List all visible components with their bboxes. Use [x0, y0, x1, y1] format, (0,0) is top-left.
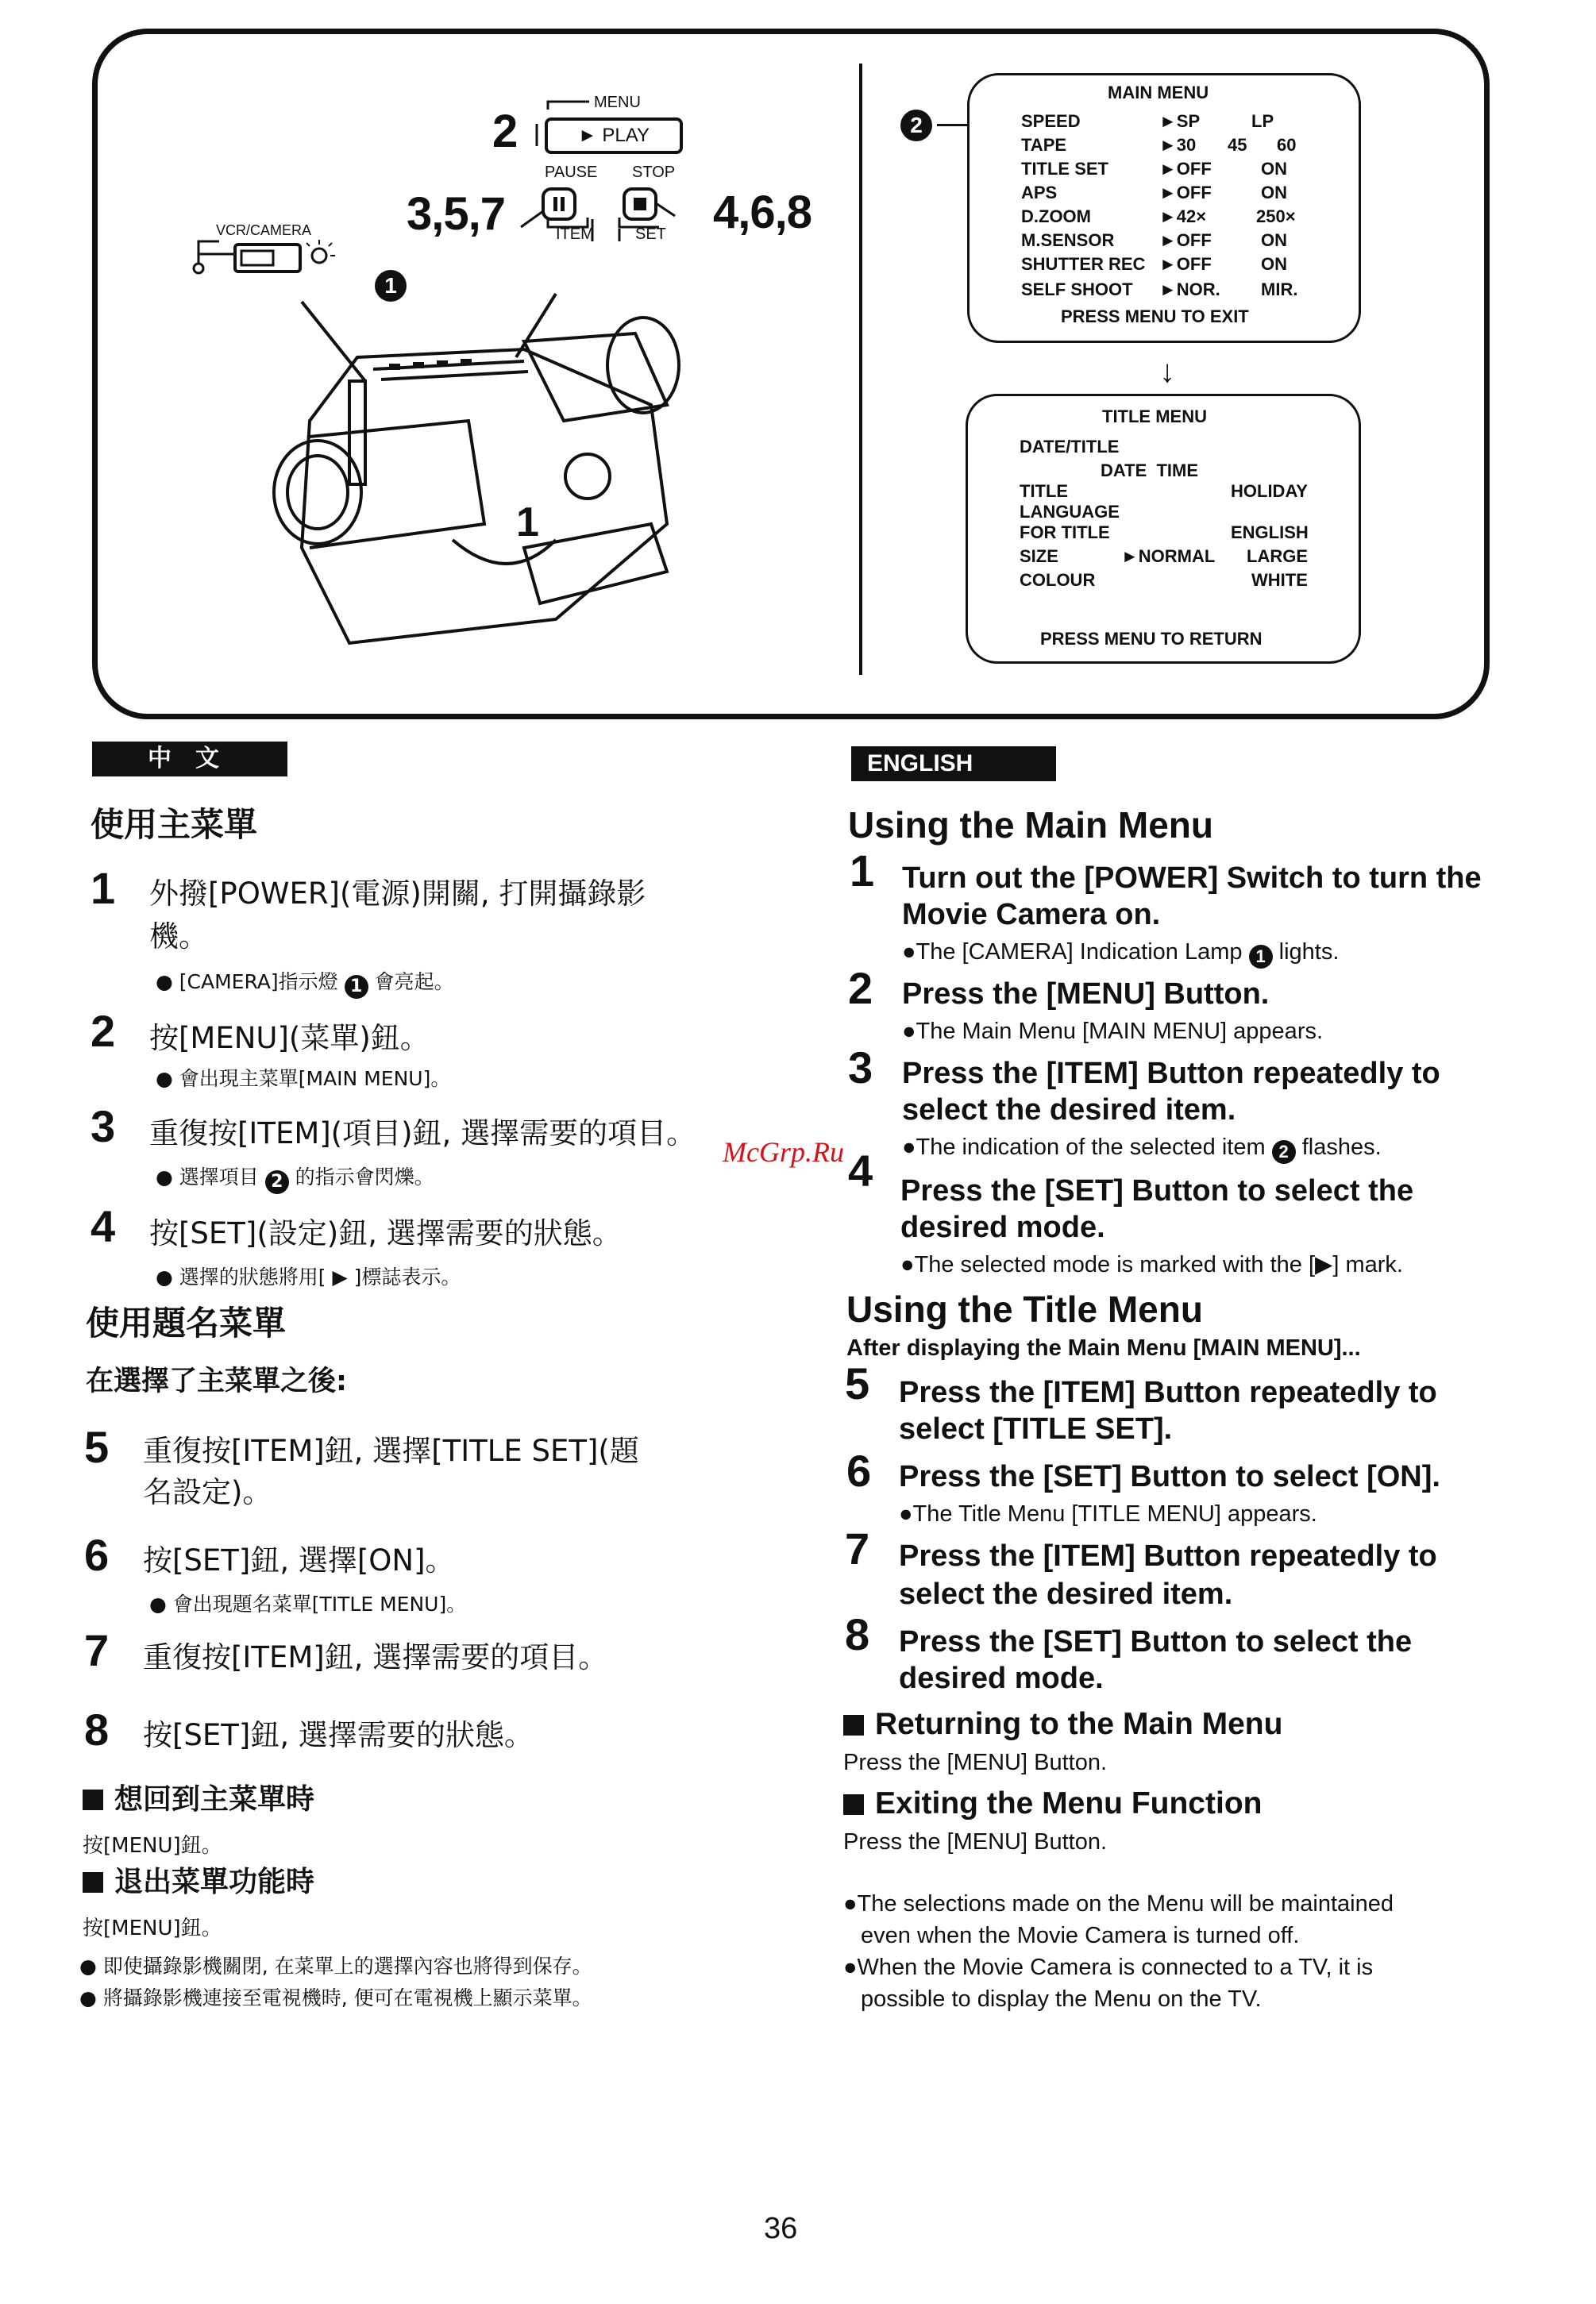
en-note-tail: flashes. [1301, 1135, 1382, 1160]
en-return-heading [843, 1707, 1282, 1742]
en-footnote-1b: even when the Movie Camera is turned off. [861, 1923, 1300, 1948]
zh-step-number: 6 [84, 1530, 110, 1580]
zh-step-text: 按[SET]鈕, 選擇[ON]。 [143, 1543, 455, 1578]
stop-label: STOP [632, 164, 676, 181]
zh-step-text: 重復按[ITEM]鈕, 選擇[TITLE SET](題 [143, 1434, 639, 1468]
menu-row-label: SHUTTER REC [1021, 254, 1146, 274]
menu-row-label: M.SENSOR [1021, 230, 1115, 250]
en-footnote-1a: ●The selections made on the Menu will be maintained [843, 1891, 1394, 1917]
zh-step-note: ● 選擇的狀態將用[ ▶ ]標誌表示。 [156, 1266, 461, 1289]
item-label: ITEM [556, 225, 594, 243]
en-step-number: 4 [848, 1146, 873, 1196]
en-step-note: ●The Title Menu [TITLE MENU] appears. [899, 1501, 1317, 1527]
menu-row-option: ON [1261, 183, 1287, 202]
en-step-line: select the desired item. [902, 1093, 1236, 1127]
zh-return-heading-text: 想回到主菜單時 [114, 1783, 315, 1816]
zh-heading-title-menu: 使用題名菜單 [86, 1304, 287, 1343]
zh-step-text: 按[SET](設定)鈕, 選擇需要的狀態。 [149, 1216, 622, 1250]
menu-row-label: TITLE SET [1021, 159, 1108, 179]
menu-row-label: SPEED [1021, 111, 1081, 131]
square-bullet-icon [83, 1872, 103, 1893]
vcr-camera-switch-icon [187, 222, 346, 286]
title-menu-size: SIZE [1020, 546, 1058, 566]
zh-step-note: ● 會出現主菜單[MAIN MENU]。 [156, 1067, 451, 1090]
title-menu-colour: COLOUR [1020, 570, 1096, 590]
zh-step-text: 按[MENU](菜單)鈕。 [149, 1021, 430, 1055]
zh-step-number: 8 [84, 1705, 110, 1755]
en-step-number: 8 [845, 1609, 870, 1659]
en-step-note [902, 1132, 1382, 1164]
zh-step-number: 5 [84, 1422, 110, 1472]
page-number: 36 [764, 2212, 798, 2245]
en-step-number: 1 [850, 846, 875, 896]
menu-row-selected: ►NOR. [1159, 279, 1220, 299]
zh-exit-heading [83, 1859, 314, 1900]
en-step-line: Movie Camera on. [902, 898, 1161, 931]
zh-return-heading [83, 1777, 314, 1817]
watermark: McGrp.Ru [723, 1136, 844, 1168]
camcorder-illustration [222, 286, 731, 667]
menu-row-selected: ►OFF [1159, 159, 1212, 179]
title-menu-title-value: HOLIDAY [1231, 481, 1308, 501]
en-step-line: select the desired item. [899, 1578, 1233, 1611]
zh-step-text: 名設定)。 [143, 1475, 272, 1509]
lamp-marker: 1 [375, 270, 407, 302]
zh-step-note: ● 會出現題名菜單[TITLE MENU]。 [149, 1593, 467, 1616]
en-step-note: ●The Main Menu [MAIN MENU] appears. [902, 1019, 1324, 1044]
menu-row-label: SELF SHOOT [1021, 279, 1133, 299]
menu-row-option: LP [1251, 111, 1274, 131]
zh-step-number: 2 [91, 1006, 116, 1056]
en-footnote-2b: possible to display the Menu on the TV. [861, 1986, 1262, 2012]
zh-footnote-2: ● 將攝錄影機連接至電視機時, 便可在電視機上顯示菜單。 [79, 1986, 592, 2009]
title-menu-for-title-value: ENGLISH [1231, 522, 1309, 542]
english-section-tag: ENGLISH [851, 746, 1056, 781]
title-menu-date-time: DATE TIME [1101, 460, 1199, 480]
menu-row-option: ON [1261, 159, 1287, 179]
zh-note-text: ● 選擇項目 [156, 1165, 259, 1189]
menu-label: MENU [594, 94, 641, 111]
speed-leader-line [937, 124, 969, 126]
menu-row-selected: ►42× [1159, 206, 1207, 226]
zh-after-text: 在選擇了主菜單之後: [86, 1366, 347, 1397]
lamp-marker-inline: 1 [345, 975, 368, 999]
zh-step-number: 3 [91, 1101, 116, 1151]
en-step-number: 5 [845, 1358, 870, 1408]
en-after-text: After displaying the Main Menu [MAIN MENU]... [846, 1335, 1361, 1361]
en-step-line: desired mode. [900, 1211, 1105, 1244]
en-exit-heading-text: Exiting the Menu Function [875, 1786, 1263, 1820]
menu-row-option: 250× [1256, 206, 1296, 226]
zh-step-text: 重復按[ITEM](項目)鈕, 選擇需要的項目。 [149, 1116, 696, 1150]
title-menu-date-title: DATE/TITLE [1020, 437, 1120, 457]
pause-stop-buttons-icon [516, 179, 715, 243]
zh-step-note [156, 969, 454, 999]
callout-switch-number: 1 [516, 499, 538, 545]
title-menu-for-title: FOR TITLE [1020, 522, 1110, 542]
menu-row-selected: ►OFF [1159, 254, 1212, 274]
zh-note-text: ● [CAMERA]指示燈 [156, 970, 338, 993]
menu-row-option: MIR. [1261, 279, 1298, 299]
en-step-line: Press the [ITEM] Button repeatedly to [899, 1539, 1437, 1573]
menu-row-label: APS [1021, 183, 1058, 202]
menu-row-option: ON [1261, 254, 1287, 274]
en-step-line: Press the [ITEM] Button repeatedly to [902, 1057, 1440, 1090]
en-step-note: ●The selected mode is marked with the [▶] mark. [900, 1252, 1403, 1277]
zh-step-text: 重復按[ITEM]鈕, 選擇需要的項目。 [143, 1640, 608, 1674]
menu-row-label: TAPE [1021, 135, 1067, 155]
zh-footnote-1: ● 即使攝錄影機關閉, 在菜單上的選擇內容也將得到保存。 [79, 1955, 592, 1978]
menu-row-selected: ►OFF [1159, 230, 1212, 250]
lamp-marker-inline: 1 [1249, 945, 1273, 969]
en-note-text: ●The indication of the selected item [902, 1135, 1266, 1160]
square-bullet-icon [843, 1715, 864, 1736]
menu-row-option: 60 [1277, 135, 1297, 155]
en-step-line: Turn out the [POWER] Switch to turn the [902, 861, 1482, 895]
en-return-heading-text: Returning to the Main Menu [875, 1707, 1283, 1741]
zh-exit-text: 按[MENU]鈕。 [83, 1917, 222, 1940]
play-label: ► PLAY [578, 125, 650, 146]
zh-step-number: 7 [84, 1625, 110, 1675]
zh-exit-heading-text: 退出菜單功能時 [114, 1866, 315, 1898]
en-heading-main-menu: Using the Main Menu [848, 804, 1213, 846]
title-menu-footer: PRESS MENU TO RETURN [1040, 629, 1263, 649]
speed-marker-inline: 2 [1272, 1140, 1296, 1164]
en-step-number: 6 [846, 1446, 872, 1496]
en-exit-text: Press the [MENU] Button. [843, 1829, 1108, 1855]
en-return-text: Press the [MENU] Button. [843, 1750, 1108, 1775]
menu-row-selected: ►SP [1159, 111, 1201, 131]
menu-row-selected: ►30 [1159, 135, 1197, 155]
en-step-number: 2 [848, 963, 873, 1013]
square-bullet-icon [843, 1794, 864, 1815]
zh-step-text: 外撥[POWER](電源)開關, 打開攝錄影 [149, 877, 646, 911]
zh-step-text: 按[SET]鈕, 選擇需要的狀態。 [143, 1718, 534, 1752]
main-menu-title: MAIN MENU [1108, 83, 1209, 102]
vcr-camera-label: VCR/CAMERA [216, 222, 312, 238]
zh-step-note [156, 1164, 434, 1194]
panel-divider [859, 64, 862, 675]
en-heading-title-menu: Using the Title Menu [846, 1289, 1203, 1330]
en-step-line: Press the [SET] Button to select the [900, 1174, 1414, 1208]
menu-row-label: D.ZOOM [1021, 206, 1091, 226]
en-step-line: Press the [SET] Button to select the [899, 1625, 1413, 1659]
zh-step-number: 1 [91, 863, 116, 913]
down-arrow-icon: ↓ [1159, 354, 1175, 389]
en-note-text: ●The [CAMERA] Indication Lamp [902, 939, 1243, 965]
callout-item-numbers: 3,5,7 [407, 188, 505, 240]
en-exit-heading [843, 1786, 1262, 1821]
title-menu-colour-value: WHITE [1251, 570, 1308, 590]
zh-step-text: 機。 [149, 919, 208, 954]
en-step-line: select [TITLE SET]. [899, 1412, 1173, 1446]
set-label: SET [635, 225, 666, 243]
en-step-number: 7 [845, 1524, 870, 1574]
zh-step-number: 4 [91, 1201, 116, 1251]
title-menu-size-selected: ►NORMAL [1121, 546, 1216, 566]
menu-row-option: ON [1261, 230, 1287, 250]
title-menu-title-label: TITLE [1020, 481, 1069, 501]
chinese-section-tag: 中 文 [92, 742, 287, 776]
title-menu-title: TITLE MENU [1102, 406, 1207, 426]
en-footnote-2a: ●When the Movie Camera is connected to a TV, it is [843, 1955, 1374, 1980]
callout-set-numbers: 4,6,8 [713, 187, 811, 238]
en-step-number: 3 [848, 1042, 873, 1092]
en-step-line: Press the [SET] Button to select [ON]. [899, 1460, 1440, 1493]
title-menu-language: LANGUAGE [1020, 502, 1120, 522]
en-note-tail: lights. [1278, 939, 1340, 965]
pause-label: PAUSE [545, 164, 598, 181]
zh-return-text: 按[MENU]鈕。 [83, 1834, 222, 1858]
en-step-line: Press the [MENU] Button. [902, 977, 1270, 1011]
speed-marker: 2 [900, 110, 932, 141]
en-step-line: desired mode. [899, 1662, 1104, 1695]
zh-note-tail: 會亮起。 [374, 970, 454, 993]
en-step-line: Press the [ITEM] Button repeatedly to [899, 1376, 1437, 1409]
zh-note-tail: 的指示會閃爍。 [295, 1165, 434, 1189]
menu-row-option: 45 [1228, 135, 1247, 155]
menu-row-selected: ►OFF [1159, 183, 1212, 202]
zh-heading-main-menu: 使用主菜單 [91, 805, 258, 844]
callout-menu-number: 2 [492, 106, 518, 157]
title-menu-size-value: LARGE [1247, 546, 1308, 566]
en-step-note [902, 937, 1339, 969]
square-bullet-icon [83, 1790, 103, 1810]
speed-marker-inline: 2 [265, 1170, 289, 1194]
main-menu-footer: PRESS MENU TO EXIT [1061, 306, 1249, 326]
